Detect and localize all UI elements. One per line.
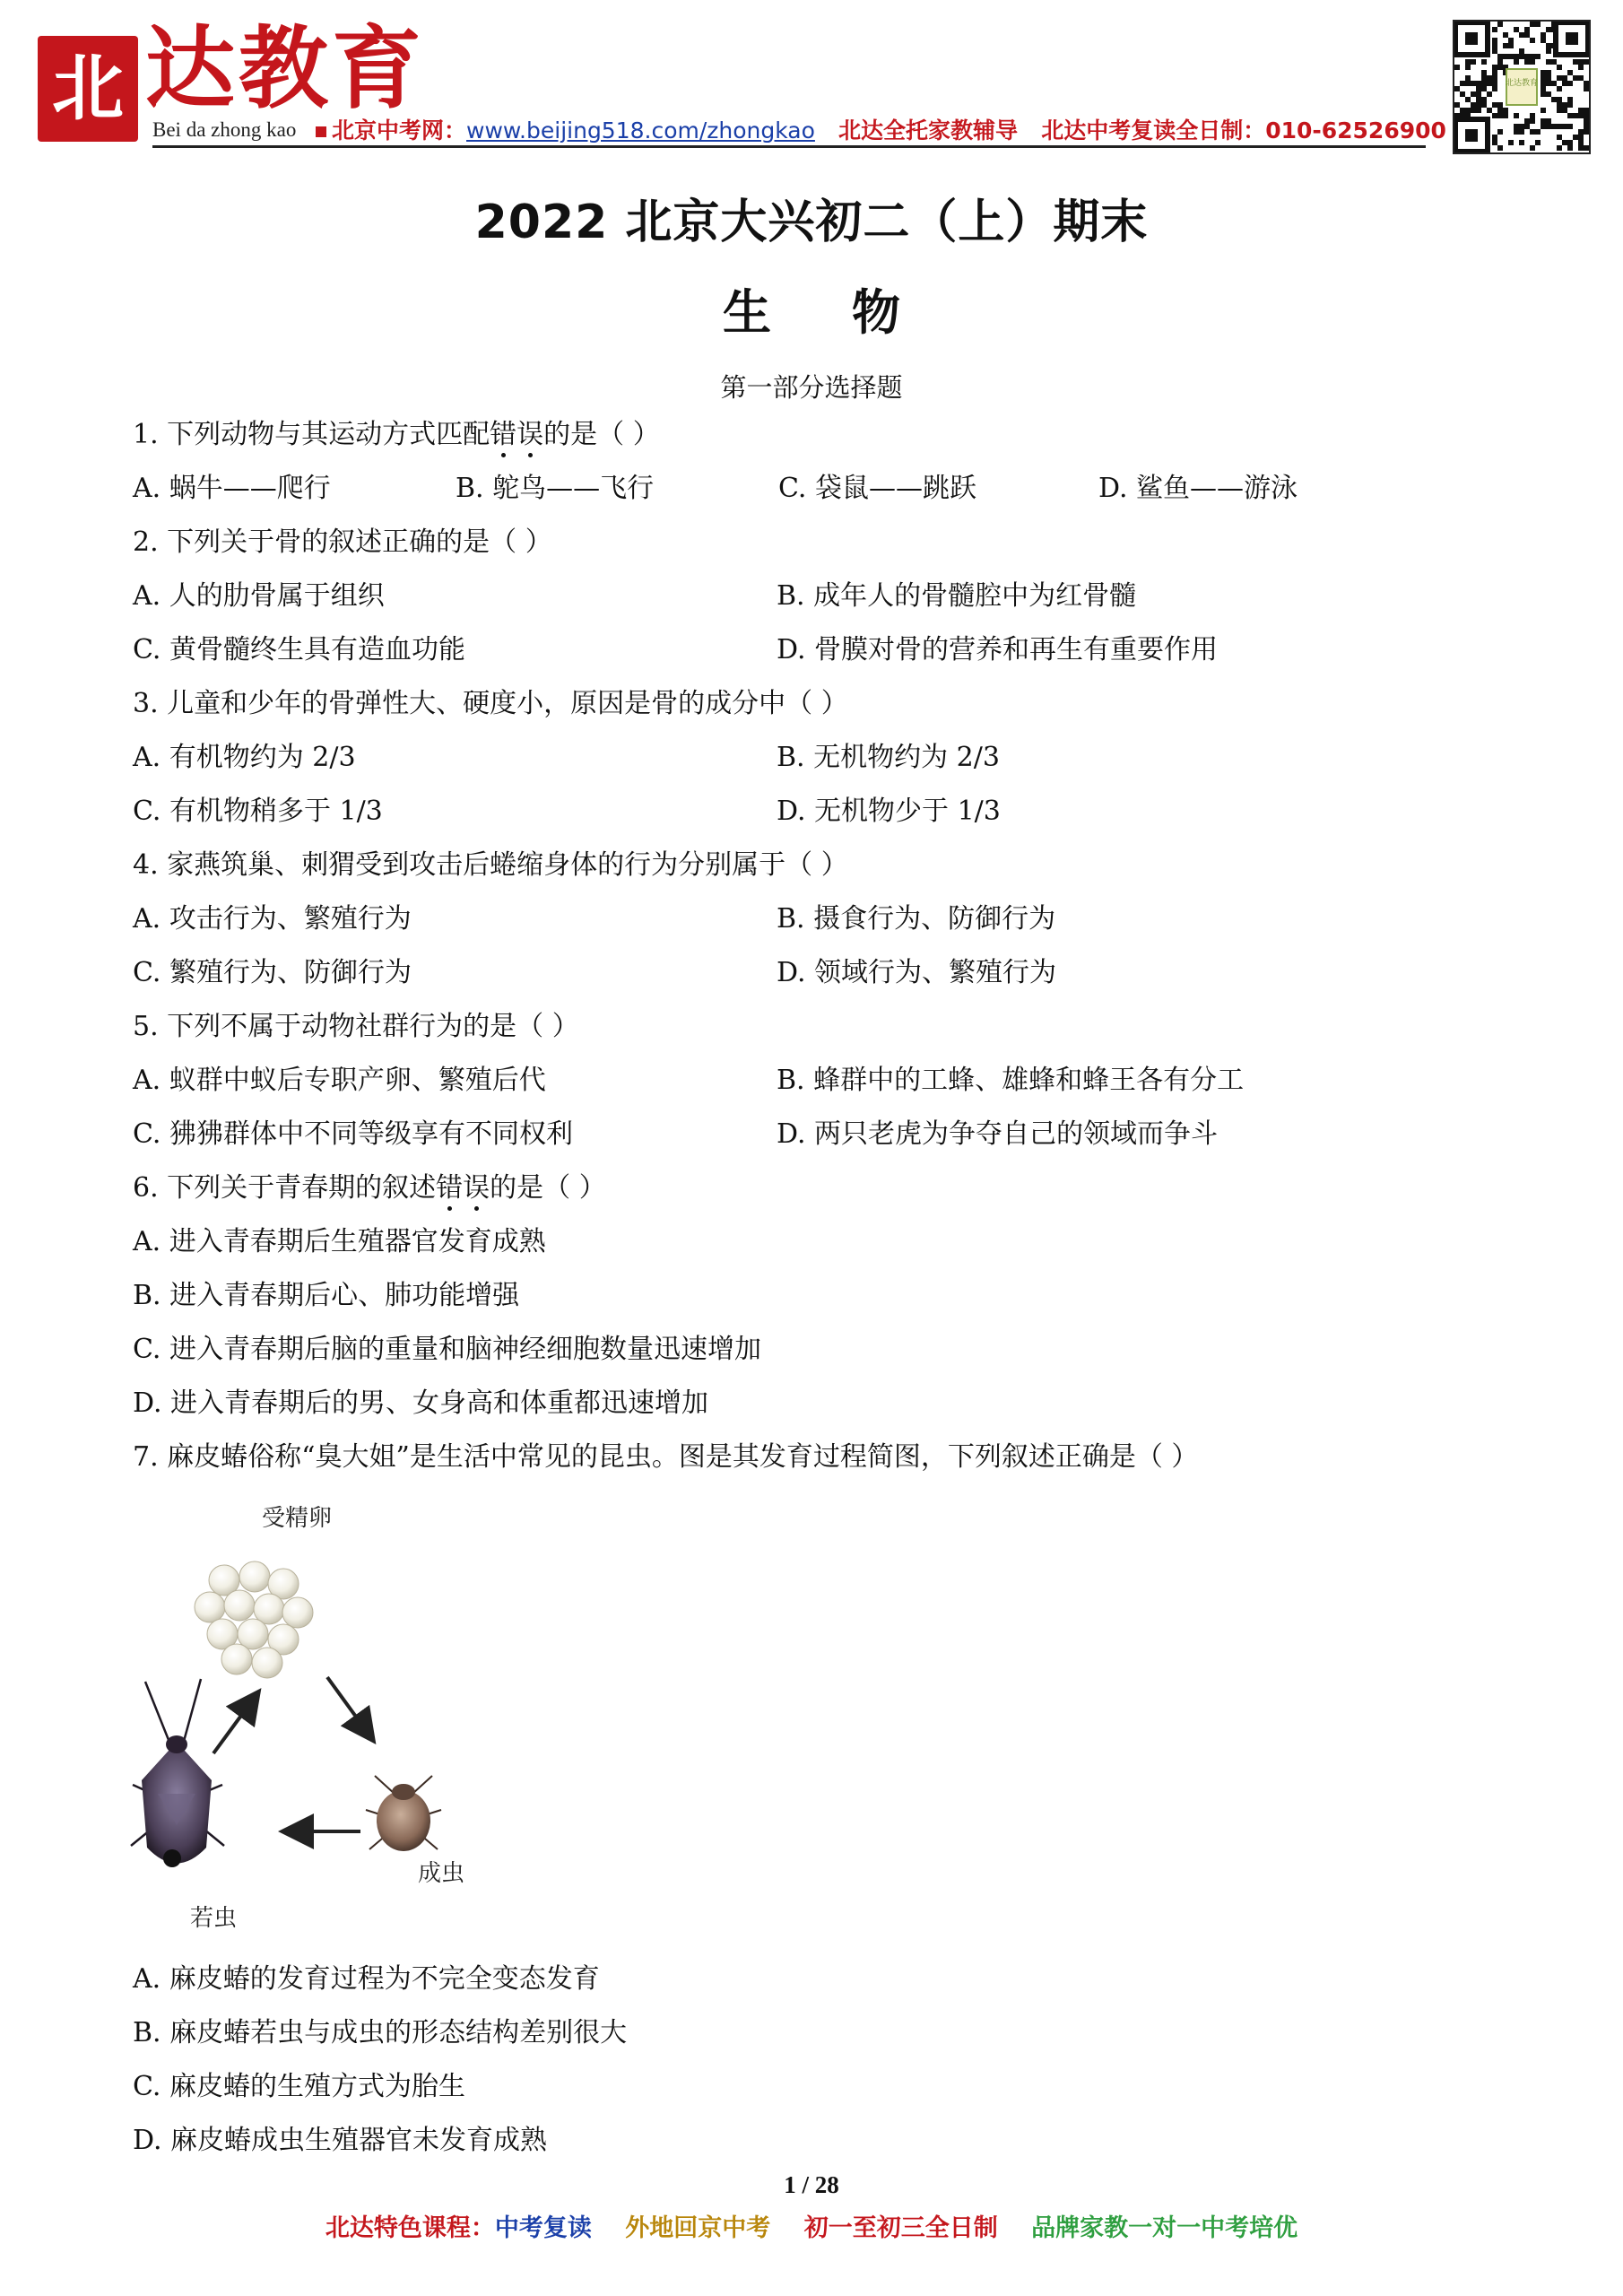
figure-label-nymph: 若虫 bbox=[190, 1905, 238, 1932]
logo-pinyin: Bei da zhong kao bbox=[152, 118, 297, 141]
question-5-option-a: A. 蚁群中蚁后专职产卵、繁殖后代 bbox=[133, 1065, 546, 1096]
question-2-option-a: A. 人的肋骨属于组织 bbox=[133, 580, 385, 612]
logo-name: 达教育 bbox=[145, 15, 425, 121]
footer-banner bbox=[0, 2208, 1623, 2243]
question-1-option-c: C. 袋鼠——跳跃 bbox=[778, 473, 976, 504]
question-1-option-a: A. 蜗牛——爬行 bbox=[133, 473, 331, 504]
life-cycle-figure bbox=[126, 1525, 520, 1910]
question-4-option-a: A. 攻击行为、繁殖行为 bbox=[133, 903, 412, 935]
question-2-option-c: C. 黄骨髓终生具有造血功能 bbox=[133, 634, 465, 665]
stink-bug-left bbox=[131, 1679, 224, 1867]
question-7-option-b: B. 麻皮蝽若虫与成虫的形态结构差别很大 bbox=[133, 2017, 628, 2048]
footer-item-return: 外地回京中考 bbox=[625, 2214, 771, 2242]
service-tutoring: 北达全托家教辅导 bbox=[838, 117, 1019, 144]
question-5-option-b: B. 蜂群中的工蜂、雄蜂和蜂王各有分工 bbox=[777, 1065, 1245, 1096]
page-title: 2022 北京大兴初二（上）期末 bbox=[474, 196, 1149, 249]
question-7-option-d: D. 麻皮蝽成虫生殖器官未发育成熟 bbox=[133, 2125, 548, 2156]
question-7-stem: 7. 麻皮蝽俗称“臭大姐”是生活中常见的昆虫。图是其发育过程简图，下列叙述正确是（ ） bbox=[133, 1441, 1199, 1473]
page-number: 1 / 28 bbox=[784, 2171, 839, 2198]
arrow-nymph-to-egg bbox=[213, 1700, 253, 1753]
question-3-option-a: A. 有机物约为 2/3 bbox=[133, 742, 356, 773]
question-5-option-c: C. 狒狒群体中不同等级享有不同权利 bbox=[133, 1118, 573, 1150]
figure-label-egg: 受精卵 bbox=[262, 1505, 333, 1532]
question-5-stem: 5. 下列不属于动物社群行为的是（ ） bbox=[133, 1011, 579, 1042]
question-3-stem: 3. 儿童和少年的骨弹性大、硬度小，原因是骨的成分中（ ） bbox=[133, 688, 848, 719]
emphasis-char: 误 bbox=[463, 1172, 490, 1204]
footer-label: 北达特色课程： bbox=[325, 2214, 495, 2242]
question-4-option-c: C. 繁殖行为、防御行为 bbox=[133, 957, 412, 988]
question-6-stem: 6. 下列关于青春期的叙述错误的是（ ） bbox=[133, 1172, 606, 1204]
bullet-square-icon bbox=[316, 126, 326, 137]
question-3-option-b: B. 无机物约为 2/3 bbox=[777, 742, 1000, 773]
emphasis-char: 错 bbox=[490, 419, 517, 450]
question-5-option-d: D. 两只老虎为争夺自己的领域而争斗 bbox=[777, 1118, 1219, 1150]
question-2-option-d: D. 骨膜对骨的营养和再生有重要作用 bbox=[777, 634, 1219, 665]
question-7-option-a: A. 麻皮蝽的发育过程为不完全变态发育 bbox=[133, 1963, 600, 1995]
question-6-option-c: C. 进入青春期后脑的重量和脑神经细胞数量迅速增加 bbox=[133, 1334, 761, 1365]
egg-cluster bbox=[195, 1561, 313, 1678]
question-4-option-b: B. 摄食行为、防御行为 bbox=[777, 903, 1056, 935]
emphasis-char: 错 bbox=[436, 1172, 464, 1204]
site-link[interactable]: www.beijing518.com/zhongkao bbox=[466, 117, 815, 144]
emphasis-char: 误 bbox=[516, 419, 544, 450]
question-4-option-d: D. 领域行为、繁殖行为 bbox=[777, 957, 1057, 988]
qr-code bbox=[1453, 20, 1591, 154]
qr-badge-text: 北达教育 bbox=[1505, 79, 1539, 88]
footer-item-fulltime: 初一至初三全日制 bbox=[803, 2214, 998, 2242]
question-6-option-b: B. 进入青春期后心、肺功能增强 bbox=[133, 1280, 520, 1311]
logo-mark: 北 bbox=[38, 36, 138, 142]
question-1-option-d: D. 鲨鱼——游泳 bbox=[1098, 473, 1298, 504]
question-3-option-d: D. 无机物少于 1/3 bbox=[777, 796, 1001, 827]
question-6-option-a: A. 进入青春期后生殖器官发育成熟 bbox=[133, 1226, 546, 1257]
header-divider bbox=[152, 145, 1426, 148]
arrow-egg-to-adult bbox=[327, 1677, 368, 1733]
question-2-stem: 2. 下列关于骨的叙述正确的是（ ） bbox=[133, 526, 552, 558]
footer-item-tutoring: 品牌家教一对一中考培优 bbox=[1031, 2214, 1298, 2242]
site-label: 北京中考网： bbox=[332, 117, 467, 144]
subject-title: 生物 bbox=[723, 284, 981, 341]
question-3-option-c: C. 有机物稍多于 1/3 bbox=[133, 796, 383, 827]
header-links bbox=[316, 113, 1446, 145]
question-2-option-b: B. 成年人的骨髓腔中为红骨髓 bbox=[777, 580, 1137, 612]
figure-label-adult: 成虫 bbox=[418, 1860, 465, 1887]
question-1-option-b: B. 鸵鸟——飞行 bbox=[456, 473, 655, 504]
question-6-option-d: D. 进入青春期后的男、女身高和体重都迅速增加 bbox=[133, 1387, 709, 1419]
question-7-option-c: C. 麻皮蝽的生殖方式为胎生 bbox=[133, 2071, 465, 2102]
question-1-stem: 1. 下列动物与其运动方式匹配错误的是（ ） bbox=[133, 419, 660, 450]
question-4-stem: 4. 家燕筑巢、刺猬受到攻击后蜷缩身体的行为分别属于（ ） bbox=[133, 849, 848, 881]
footer-item-retake: 中考复读 bbox=[494, 2214, 592, 2242]
qr-code-icon bbox=[1454, 22, 1589, 152]
section-heading: 第一部分选择题 bbox=[720, 372, 903, 403]
service-retake: 北达中考复读全日制：010-62526900 bbox=[1041, 117, 1446, 144]
small-bug-right bbox=[366, 1776, 441, 1851]
